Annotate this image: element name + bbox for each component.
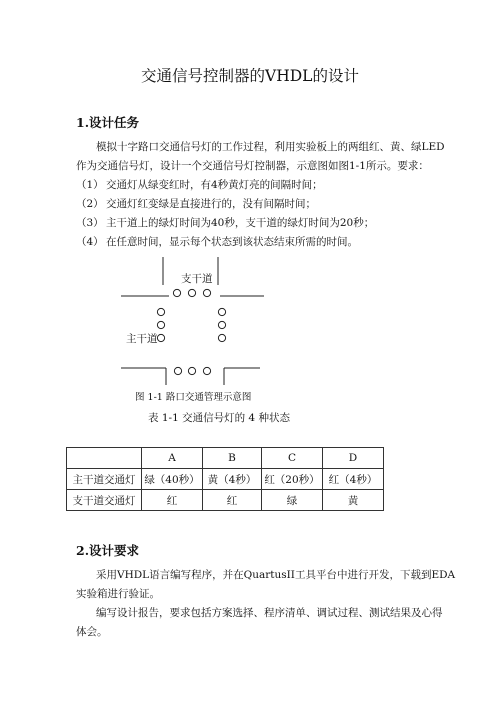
- signal-light-circle: [157, 308, 164, 315]
- figure-caption: 图 1-1 路口交通管理示意图: [135, 392, 252, 403]
- section2-para2-line1: 编写设计报告，要求包括方案选择、程序清单、调试过程、测试结果及心得: [96, 607, 443, 619]
- requirement-item-text: 交通灯红变绿是直接进行的，没有间隔时间；: [106, 198, 316, 210]
- branch-road-label: 支干道: [181, 273, 213, 285]
- table-caption: 表 1-1 交通信号灯的 4 种状态: [148, 412, 290, 424]
- table-cell: 主干道交通灯: [67, 469, 142, 490]
- section2-heading: 2.设计要求: [76, 543, 140, 558]
- table-cell: 黄（4秒）: [203, 469, 262, 490]
- requirement-item-text: 主干道上的绿灯时间为40秒，支干道的绿灯时间为20秒；: [106, 217, 375, 229]
- signal-light-circle: [173, 289, 180, 296]
- requirement-item-text: 在任意时间，显示每个状态到该状态结束所需的时间。: [106, 236, 358, 248]
- table-header-cell: [67, 448, 142, 469]
- signal-light-circle: [218, 321, 225, 328]
- table-header-cell: C: [262, 448, 323, 469]
- signal-light-circle: [188, 367, 195, 374]
- signal-light-circle: [218, 334, 225, 341]
- signal-light-circle: [157, 334, 164, 341]
- section2-para1-line1: 采用VHDL语言编写程序，并在QuartusII工具平台中进行开发，下载到EDA: [96, 569, 456, 581]
- table-cell: 绿: [262, 490, 323, 511]
- requirement-item-num: （3）: [76, 217, 104, 229]
- section1-para-line1: 模拟十字路口交通信号灯的工作过程，利用实验板上的两组红、黄、绿LED: [96, 141, 445, 153]
- section2-para1-line2: 实验箱进行验证。: [76, 588, 160, 600]
- requirement-item-num: （4）: [76, 236, 104, 248]
- requirement-item-num: （1）: [76, 179, 104, 191]
- table-cell: 红: [142, 490, 203, 511]
- signal-light-circle: [174, 367, 181, 374]
- table-header-row: [67, 448, 384, 469]
- signal-state-table: [66, 447, 384, 511]
- table-cell: 红: [203, 490, 262, 511]
- table-cell: 绿（40秒）: [142, 469, 203, 490]
- table-header-cell: B: [203, 448, 262, 469]
- table-cell: 红（20秒）: [262, 469, 323, 490]
- requirement-item-num: （2）: [76, 198, 104, 210]
- section2-para2-line2: 体会。: [76, 626, 108, 638]
- signal-light-circle: [188, 289, 195, 296]
- signal-light-circle: [218, 308, 225, 315]
- table-header-cell: D: [323, 448, 384, 469]
- section1-para-line2: 作为交通信号灯，设计一个交通信号灯控制器，示意图如图1-1所示。要求：: [76, 160, 429, 172]
- table-row: [67, 469, 384, 490]
- table-cell: 黄: [323, 490, 384, 511]
- requirement-item-text: 交通灯从绿变红时，有4秒黄灯亮的间隔时间；: [106, 179, 323, 191]
- table-cell: 支干道交通灯: [67, 490, 142, 511]
- table-header-cell: A: [142, 448, 203, 469]
- main-road-label: 主干道: [126, 333, 158, 345]
- section1-heading: 1.设计任务: [76, 115, 140, 130]
- signal-light-circle: [203, 289, 210, 296]
- signal-light-circle: [157, 321, 164, 328]
- page-title: 交通信号控制器的VHDL的设计: [141, 67, 359, 85]
- table-row: [67, 490, 384, 511]
- table-cell: 红（4秒）: [323, 469, 384, 490]
- signal-light-circle: [203, 367, 210, 374]
